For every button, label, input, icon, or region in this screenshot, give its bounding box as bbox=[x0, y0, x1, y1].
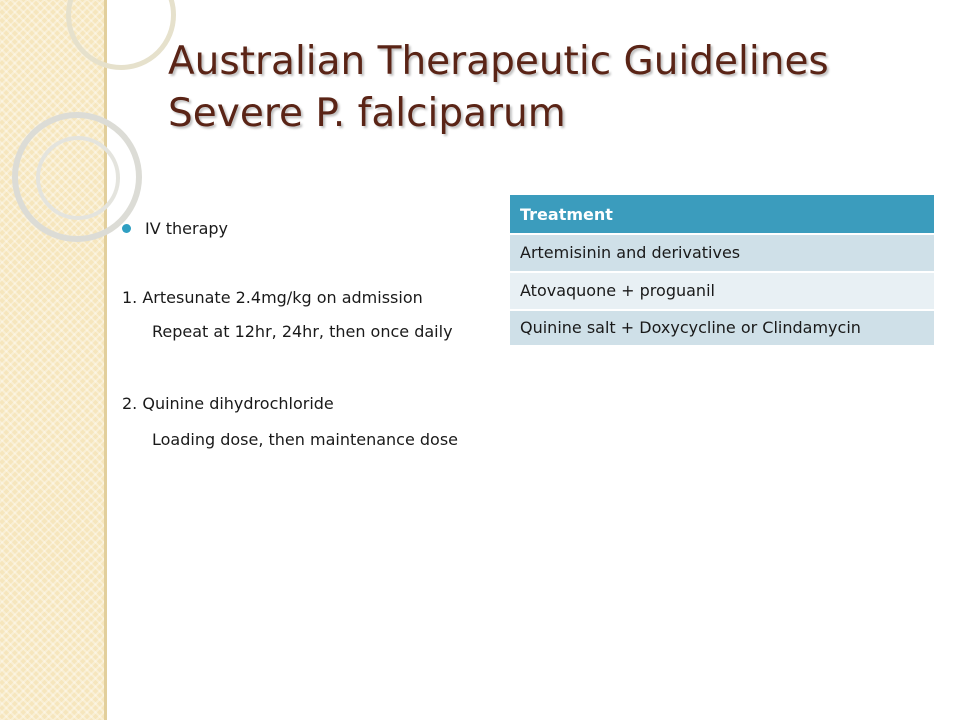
table-cell: Artemisinin and derivatives bbox=[510, 234, 934, 272]
table-cell: Quinine salt + Doxycycline or Clindamycin bbox=[510, 310, 934, 346]
title-line-1: Australian Therapeutic Guidelines bbox=[168, 39, 829, 84]
bullet-text: IV therapy bbox=[145, 218, 229, 238]
decorative-sidebar bbox=[0, 0, 106, 720]
treatment-option-2-detail: Loading dose, then maintenance dose bbox=[152, 430, 459, 449]
decorative-ring-inner bbox=[36, 136, 120, 220]
sidebar-border bbox=[104, 0, 107, 720]
bullet-icon bbox=[122, 224, 131, 233]
slide-title bbox=[168, 36, 928, 140]
bullet-item bbox=[122, 212, 228, 244]
treatment-table bbox=[510, 195, 934, 347]
table-row bbox=[510, 310, 934, 346]
treatment-option-2: 2. Quinine dihydrochloride bbox=[122, 394, 334, 413]
table-header-treatment: Treatment bbox=[510, 195, 934, 234]
treatment-option-1-detail: Repeat at 12hr, 24hr, then once daily bbox=[152, 322, 453, 341]
table-cell: Atovaquone + proguanil bbox=[510, 272, 934, 310]
title-line-2: Severe P. falciparum bbox=[168, 91, 566, 136]
table-row bbox=[510, 272, 934, 310]
table-row bbox=[510, 234, 934, 272]
table-header-row bbox=[510, 195, 934, 234]
treatment-option-1: 1. Artesunate 2.4mg/kg on admission bbox=[122, 288, 423, 307]
